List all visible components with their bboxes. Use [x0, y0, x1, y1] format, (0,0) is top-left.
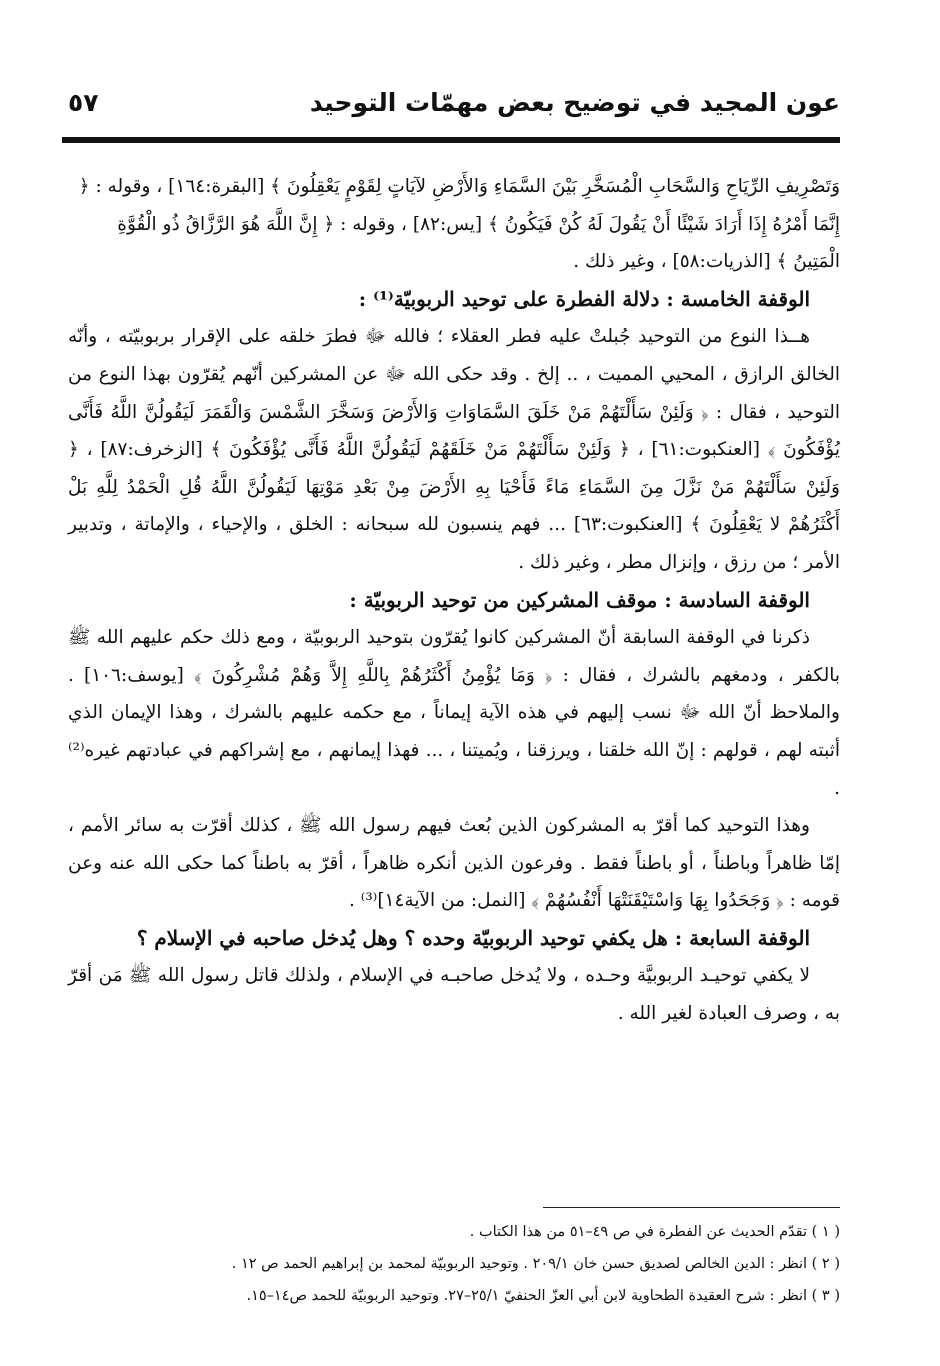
header-divider: [62, 137, 840, 143]
footnote-divider: [543, 1207, 840, 1208]
page-header: [68, 86, 840, 126]
paragraph-nations: وهذا التوحيد كما أقرّ به المشركون الذين بُعث فيهم رسول الله ﷺ ، كذلك أقرّت به سائر الأمم ، إمّا ظاهراً وباطناً ، أو باطناً فقط . وفرعون الذين أنكره ظاهراً ، أقرّ به باطناً كما حكى الله عنه وعن قومه : ﴿ وَجَحَدُوا بِهَا وَاسْتَيْقَنَتْهَا أَنْفُسُهُمْ ﴾ [النمل: من الآية١٤]⁽³⁾ .: [68, 815, 840, 912]
main-text: [68, 168, 840, 1033]
paragraph-sufficiency: لا يكفي توحيـد الربوبيَّة وحـده ، ولا يُدخل صاحبـه في الإسلام ، ولذلك قاتل رسول الله ﷺ مَن أقرّ به ، وصرف العبادة لغير الله .: [68, 965, 840, 1025]
running-title: عون المجيد في توضيح بعض مهمّات التوحيد: [309, 88, 840, 117]
page-number: ٥٧: [68, 88, 99, 117]
paragraph-fitra: هــذا النوع من التوحيد جُبلتْ عليه فطر العقلاء ؛ فالله ﷻ فطرَ خلقه على الإقرار بربوبيّته ، وأنّه الخالق الرازق ، المحيي المميت ، .. إلخ . وقد حكى الله ﷻ عن المشركين أنّهم يُقرّون بهذا النوع من التوحيد ، فقال : ﴿ وَلَئِنْ سَأَلْتَهُمْ مَنْ خَلَقَ السَّمَاوَاتِ وَالأَرْضَ وَسَخَّرَ الشَّمْسَ وَالْقَمَرَ لَيَقُولُنَّ اللَّهُ فَأَنَّى يُؤْفَكُونَ ﴾ [العنكبوت:٦١] ، ﴿ وَلَئِنْ سَأَلْتَهُمْ مَنْ خَلَقَهُمْ لَيَقُولُنَّ اللَّهُ فَأَنَّى يُؤْفَكُونَ ﴾ [الزخرف:٨٧] ، ﴿ وَلَئِنْ سَأَلْتَهُمْ مَنْ نَزَّلَ مِنَ السَّمَاءِ مَاءً فَأَحْيَا بِهِ الأَرْضَ مِنْ بَعْدِ مَوْتِهَا لَيَقُولُنَّ اللَّهُ قُلِ الْحَمْدُ لِلَّهِ بَلْ أَكْثَرُهُمْ لا يَعْقِلُونَ ﴾ [العنكبوت:٦٣] ... فهم ينسبون لله سبحانه : الخلق ، والإحياء ، والإماتة ، وتدبير الأمر ؛ من رزق ، وإنزال مطر ، وغير ذلك .: [68, 326, 840, 573]
paragraph-mushrikin: ذكرنا في الوقفة السابقة أنّ المشركين كانوا يُقرّون بتوحيد الربوبيّة ، ومع ذلك حكم عليهم الله ﷺ بالكفر ، ودمغهم بالشرك ، فقال : ﴿ وَمَا يُؤْمِنُ أَكْثَرُهُمْ بِاللَّهِ إِلاَّ وَهُمْ مُشْرِكُونَ ﴾ [يوسف:١٠٦] . والملاحظ أنّ الله ﷻ نسب إليهم في هذه الآية إيماناً ، مع حكمه عليهم بالشرك ، وهذا الإيمان الذي أثبته لهم ، قولهم : إنّ الله خلقنا ، ويرزقنا ، ويُميتنا ، ... فهذا إيمانهم ، مع إشراكهم في عبادتهم غيره⁽²⁾ .: [68, 627, 840, 799]
footnotes: [68, 1216, 840, 1312]
footnote-3: ( ٣ ) انظر : شرح العقيدة الطحاوية لابن أبي العزّ الحنفيّ ٢٥/١–٢٧. وتوحيد الربوبيّة للحمد ص١٤–١٥.: [246, 1288, 840, 1304]
section-heading-7: الوقفة السابعة : هل يكفي توحيد الربوبيّة وحده ؟ وهل يُدخل صاحبه في الإسلام ؟: [136, 925, 810, 950]
section-heading-5: الوقفة الخامسة : دلالة الفطرة على توحيد الربوبيّة⁽¹⁾ :: [358, 286, 810, 311]
footnote-1: ( ١ ) تقدّم الحديث عن الفطرة في ص ٤٩–٥١ من هذا الكتاب .: [469, 1224, 840, 1240]
section-heading-6: الوقفة السادسة : موقف المشركين من توحيد الربوبيّة :: [349, 587, 810, 612]
footnote-2: ( ٢ ) انظر : الدين الخالص لصديق حسن خان ٢٠٩/١ . وتوحيد الربوبيّة لمحمد بن إبراهيم الحمد ص ١٢ .: [231, 1256, 840, 1272]
paragraph-continuation: وَتَصْرِيفِ الرِّيَاحِ وَالسَّحَابِ الْمُسَخَّرِ بَيْنَ السَّمَاءِ وَالأَرْضِ لآيَاتٍ لِقَوْمٍ يَعْقِلُونَ ﴾ [البقرة:١٦٤] ، وقوله : ﴿ إِنَّمَا أَمْرُهُ إِذَا أَرَادَ شَيْئًا أَنْ يَقُولَ لَهُ كُنْ فَيَكُونُ ﴾ [يس:٨٢] ، وقوله : ﴿ إِنَّ اللَّهَ هُوَ الرَّزَّاقُ ذُو الْقُوَّةِ الْمَتِينُ ﴾ [الذريات:٥٨] ، وغير ذلك .: [78, 176, 840, 273]
